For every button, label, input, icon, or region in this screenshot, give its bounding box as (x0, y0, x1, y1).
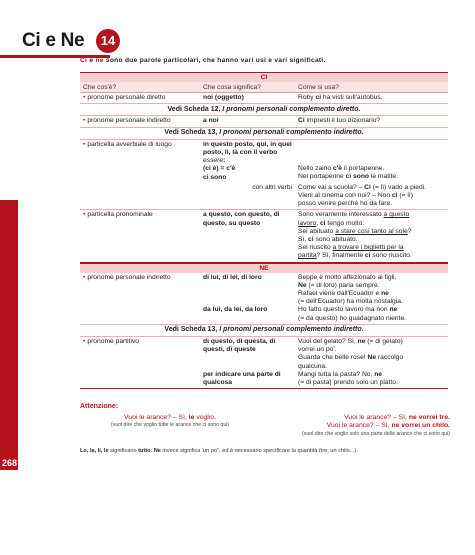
bullet-icon: • (83, 140, 86, 148)
reference-scheda-13: Vedi Scheda 13, I pronomi personali complemento indiretto. (80, 128, 448, 140)
page-title-bar (0, 24, 130, 52)
page-number: 268 (1, 458, 18, 468)
header-meaning: Che cosa significa? (203, 84, 261, 91)
bullet-icon: • (83, 338, 86, 346)
attention-label: Attenzione: (80, 403, 119, 410)
intro-rest: sono due parole particolari, che hanno vari usi e vari significati. (103, 57, 326, 64)
intro-text (80, 57, 326, 64)
intro-ci: Ci (80, 57, 88, 64)
attention-example-right: Vuoi le arance? – Sì, ne vorrei tre. Vuoi le arance? – Sì, ne vorrei un chilo. (vuol dire che voglio solo una parte delle arance che ci sono qui) (302, 414, 450, 437)
unit-number-badge: 14 (96, 29, 120, 53)
side-tab (0, 200, 18, 555)
bullet-icon: • (83, 94, 86, 101)
table-row: • particella avverbiale di luogo in questo posto, qui, in quel posto, lì, là con il verbo essere: (ci è) = c'è ci sono Nello zaino c'è il portapenne. Nel portapenne ci sono le matite. (83, 140, 399, 181)
intro-middle: e (87, 57, 96, 64)
table-header (80, 82, 448, 93)
intro-ne: ne (95, 57, 104, 64)
usage-table (80, 72, 448, 389)
header-what: Che cos'è? (83, 84, 117, 91)
table-row: • pronome personale indiretto di lui, di lei, di loro da lui, da lei, da loro Beppe è molto affezionato ai figli. Ne (= di loro) parla sempre. Rafael viene dall'Ecuador e ne (= dell'Ecuador) ha molta nostalgia. Ho fatto questo lavoro ma non ne (= da questo) ho guadagnato niente. (80, 273, 448, 325)
bullet-icon: • (83, 273, 86, 281)
header-usage: Come si usa? (298, 84, 339, 91)
table-row: • pronome personale indiretto a noi Ci impresti il tuo dizionario? (80, 116, 448, 127)
attention-example-left: Vuoi le arance? – Sì, le voglio. (vuol dire che voglio tutte le arance che ci sono qui) (110, 414, 230, 428)
table-row: • pronome partitivo di questo, di questa, di questi, di queste per indicare una parte di qualcosa Vuoi del gelato? Sì, ne (= di gelato) vorrei un po'. Guarda che belle rose! Ne raccolgo qualcuna. Mangi tutta la pasta? No, ne (= di pasta) prendo solo un piatto. (80, 337, 448, 389)
table-row: con altri verbi Come vai a scuola? – Ci (= lì) vado a piedi. Vieni al cinema con noi? – Non ci (= lì) posso venire perché ho da fare. (80, 183, 448, 211)
reference-scheda-13-ne: Vedi Scheda 13, I pronomi personali complemento indiretto. (80, 325, 448, 337)
band-ne: NE (80, 263, 448, 273)
footer-note: Lo, la, li, le significano tutto. Ne invece significa 'un po'', ed è necessario specificare la quantità (tre, un chilo...). (80, 448, 358, 454)
page-title: Ci e Ne (22, 30, 85, 51)
band-ci: CI (80, 72, 448, 82)
bullet-icon: • (83, 211, 86, 219)
table-row: • particella pronominale a questo, con questo, di questo, su questo Sono veramente interessato a questo lavoro, ci tengo molto. Sei abituato a stare così tanto al sole? Sì, ci sono abituato. Sei riuscito a trovare i biglietti per la partita? Sì, finalmente ci sono riuscito. (80, 210, 448, 262)
side-book-label: L'italiano per studiare (4, 472, 13, 555)
table-row: • pronome personale diretto noi (oggetto) Roby ci ha visti sull'autobus. (80, 93, 448, 104)
bullet-icon: • (83, 117, 86, 125)
reference-scheda-12: Vedi Scheda 12, I pronomi personali complemento diretto. (80, 104, 448, 116)
